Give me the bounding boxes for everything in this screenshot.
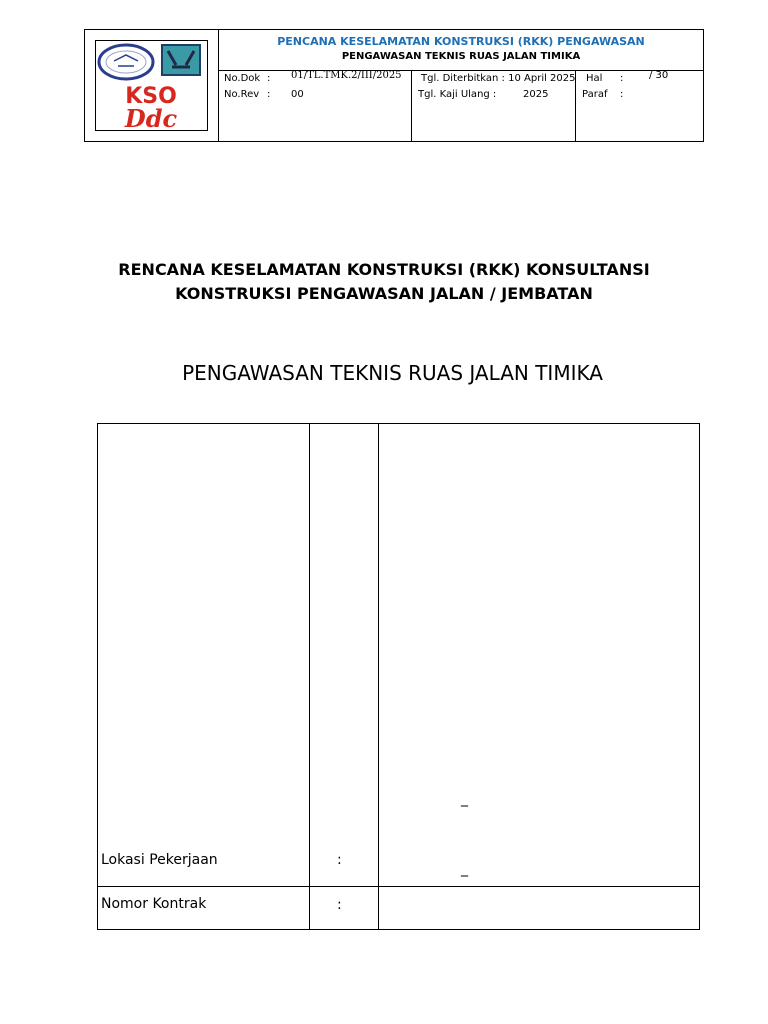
no-dok-label: No.Dok [224, 73, 261, 84]
info-table [97, 423, 700, 930]
hal-label: Hal [586, 73, 603, 84]
no-rev-value: 00 [291, 89, 304, 100]
hal-separator: : [620, 73, 624, 84]
no-dok-value: 01/TL.TMK.2/III/2025 [291, 70, 402, 81]
kso-ddc-logo [96, 41, 207, 130]
paraf-label: Paraf [582, 89, 608, 100]
table-row-divider [98, 886, 699, 887]
logo-cell [85, 30, 219, 141]
tgl-kaji-value: 2025 [523, 89, 549, 100]
no-rev-separator: : [267, 89, 271, 100]
table-col-divider-1 [309, 424, 310, 929]
placeholder-mark: _ [461, 791, 468, 807]
table-col-divider-2 [378, 424, 379, 929]
document-title-line2: KONSTRUKSI PENGAWASAN JALAN / JEMBATAN [175, 284, 593, 303]
kso-text: KSO [125, 84, 177, 109]
no-dok-separator: : [267, 73, 271, 84]
lokasi-pekerjaan-separator: : [337, 852, 342, 868]
nomor-kontrak-label: Nomor Kontrak [101, 896, 207, 912]
header-title-line1: PENCANA KESELAMATAN KONSTRUKSI (RKK) PENGAWASAN [277, 35, 645, 48]
hal-value: / 30 [649, 70, 669, 81]
document-title-line1: RENCANA KESELAMATAN KONSTRUKSI (RKK) KONSULTANSI [118, 260, 650, 279]
company-logo [95, 40, 208, 131]
document-subtitle: PENGAWASAN TEKNIS RUAS JALAN TIMIKA [182, 361, 603, 385]
document-header [84, 29, 704, 142]
header-title-line2: PENGAWASAN TEKNIS RUAS JALAN TIMIKA [341, 51, 581, 62]
lokasi-pekerjaan-label: Lokasi Pekerjaan [101, 852, 218, 868]
tgl-kaji-label: Tgl. Kaji Ulang : [418, 89, 497, 100]
nomor-kontrak-separator: : [337, 897, 342, 913]
tgl-diterbitkan: Tgl. Diterbitkan : 10 April 2025 [421, 73, 576, 84]
ddc-text: Ddc [124, 104, 178, 130]
lokasi-pekerjaan-value-mark: _ [461, 861, 468, 877]
paraf-separator: : [620, 89, 624, 100]
no-rev-label: No.Rev [224, 89, 260, 100]
header-col-divider-1 [411, 70, 412, 141]
